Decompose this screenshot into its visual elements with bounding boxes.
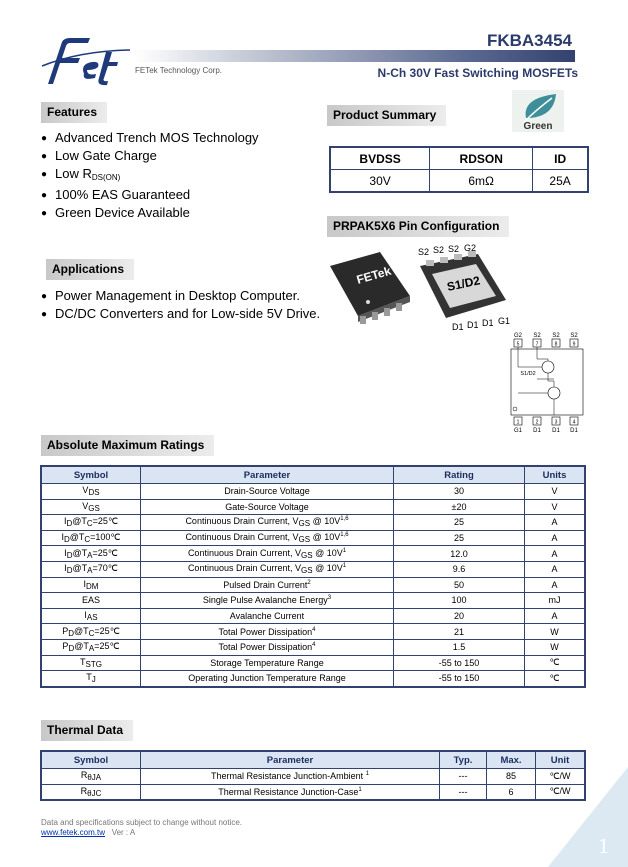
pin-label: S2 — [433, 245, 445, 255]
table-row — [41, 530, 585, 546]
ps-header: ID — [533, 147, 588, 170]
ps-value: 25A — [533, 170, 588, 193]
unit-cell: W — [525, 639, 586, 655]
table-row — [41, 624, 585, 640]
symbol-cond: @T — [74, 625, 89, 636]
table-row — [41, 515, 585, 531]
symbol-cond: @T — [74, 641, 89, 652]
table-row — [41, 769, 585, 785]
ps-header: BVDSS — [330, 147, 430, 170]
parameter-cell — [141, 639, 394, 655]
symbol-cell — [41, 561, 141, 577]
symbol-cond: @T — [72, 547, 88, 558]
symbol-cell — [41, 484, 141, 500]
unit-cell: ℃/W — [536, 784, 586, 800]
column-header: Rating — [394, 466, 525, 484]
parameter-text: Drain-Source Voltage — [224, 486, 310, 497]
schem-num: 7 — [535, 341, 539, 348]
symbol-text: T — [80, 656, 86, 667]
footer — [41, 818, 242, 838]
ps-header: RDSON — [430, 147, 533, 170]
header-gradient-bar — [135, 50, 575, 62]
symbol-text: T — [86, 672, 92, 683]
parameter-cell — [141, 655, 394, 671]
parameter-text: Storage Temperature Range — [210, 657, 324, 668]
rating-cell: 12.0 — [394, 546, 525, 562]
symbol-sub: J — [91, 675, 96, 685]
symbol-sub: θJA — [87, 773, 102, 783]
rating-cell: 50 — [394, 577, 525, 593]
unit-cell: A — [525, 546, 586, 562]
symbol-text: I — [63, 516, 67, 527]
schem-num: 9 — [572, 341, 576, 348]
abs-max-title: Absolute Maximum Ratings — [41, 435, 214, 456]
website-link[interactable]: www.fetek.com.tw — [41, 828, 106, 837]
rating-cell: -55 to 150 — [394, 671, 525, 687]
symbol-text: I — [64, 563, 67, 574]
table-row — [41, 671, 585, 687]
table-row — [41, 655, 585, 671]
product-summary-table — [329, 146, 589, 193]
max-cell: 85 — [487, 769, 536, 785]
schem-label: G1 — [513, 428, 523, 433]
max-cell: 6 — [487, 784, 536, 800]
symbol-cond-sub: A — [88, 644, 95, 654]
symbol-cell — [41, 530, 141, 546]
table-row — [41, 499, 585, 515]
schem-num: 8 — [554, 341, 558, 348]
symbol-sub: D — [68, 644, 75, 654]
parameter-text: Continuous Drain Current, V — [187, 563, 301, 574]
parameter-cell — [141, 608, 394, 624]
schem-label: S2 — [533, 333, 541, 339]
symbol-sub: AS — [86, 613, 98, 623]
column-header: Typ. — [440, 751, 487, 769]
rating-cell: 20 — [394, 608, 525, 624]
feature-item: ● 100% EAS Guaranteed — [41, 186, 259, 204]
parameter-tail: @ 10V — [310, 532, 341, 543]
symbol-sub: D — [63, 535, 70, 545]
parameter-text: Continuous Drain Current, V — [185, 532, 299, 543]
parameter-cell — [141, 784, 440, 800]
pin-label: D1 — [482, 318, 494, 328]
applications-title: Applications — [46, 259, 134, 280]
table-row — [41, 608, 585, 624]
application-item: ● DC/DC Converters and for Low-side 5V Drive. — [41, 305, 320, 323]
schem-label: G2 — [513, 333, 523, 339]
pin-label: S2 — [418, 247, 430, 257]
symbol-cell — [41, 671, 141, 687]
symbol-sub: DS — [88, 488, 100, 498]
symbol-cell — [41, 769, 141, 785]
pin-label: G2 — [464, 244, 477, 253]
column-header: Unit — [536, 751, 586, 769]
version-label: Ver : A — [111, 828, 136, 837]
schem-mid-label: S1/D2 — [520, 371, 536, 377]
feature-item: ● Green Device Available — [41, 204, 259, 222]
unit-cell: V — [525, 499, 586, 515]
footnote-ref: 1 — [342, 547, 347, 554]
footnote-ref: 1,6 — [340, 532, 349, 539]
symbol-cell — [41, 499, 141, 515]
rating-cell: 1.5 — [394, 639, 525, 655]
symbol-cell — [41, 784, 141, 800]
rating-cell: 21 — [394, 624, 525, 640]
parameter-text: Pulsed Drain Current — [223, 579, 308, 590]
ps-value: 30V — [330, 170, 430, 193]
product-subtitle: N-Ch 30V Fast Switching MOSFETs — [377, 66, 578, 80]
column-header: Symbol — [41, 751, 141, 769]
symbol-cond-sub: C — [86, 519, 93, 529]
symbol-cond-val: =100℃ — [90, 532, 121, 543]
schem-label: D1 — [552, 428, 560, 433]
parameter-text: Thermal Resistance Junction-Ambient — [211, 771, 366, 782]
column-header: Parameter — [141, 751, 440, 769]
symbol-sub: GS — [88, 503, 100, 513]
symbol-cond: @T — [72, 516, 87, 527]
symbol-text: R — [80, 785, 88, 796]
symbol-text: I — [84, 610, 87, 621]
table-row — [41, 546, 585, 562]
unit-cell: A — [525, 515, 586, 531]
symbol-text: V — [82, 500, 89, 511]
pin-label: S2 — [448, 244, 460, 254]
unit-cell: ℃ — [525, 671, 586, 687]
green-badge-label: Green — [523, 121, 553, 132]
symbol-sub: D — [66, 566, 73, 576]
rating-cell: ±20 — [394, 499, 525, 515]
parameter-cell — [141, 593, 394, 609]
symbol-cond-sub: C — [84, 535, 91, 545]
symbol-cond-val: =25℃ — [94, 641, 120, 652]
symbol-cell — [41, 593, 141, 609]
abs-max-table — [40, 465, 586, 688]
parameter-tail: @ 10V — [310, 516, 341, 527]
parameter-text: Continuous Drain Current, V — [185, 516, 299, 527]
unit-cell: mJ — [525, 593, 586, 609]
parameter-text: Total Power Dissipation — [218, 642, 313, 653]
thermal-body — [41, 769, 585, 801]
parameter-cell — [141, 561, 394, 577]
parameter-tail: @ 10V — [312, 547, 343, 558]
schem-num: 2 — [535, 419, 539, 426]
features-title: Features — [41, 102, 107, 123]
column-header: Units — [525, 466, 586, 484]
unit-cell: V — [525, 484, 586, 500]
pin-label: D1 — [467, 320, 479, 330]
schem-label: D1 — [570, 428, 578, 433]
symbol-text: P — [62, 641, 69, 652]
thermal-title: Thermal Data — [41, 720, 133, 741]
parameter-cell — [141, 530, 394, 546]
symbol-cond: @T — [72, 563, 88, 574]
rating-cell: 25 — [394, 530, 525, 546]
footnote-ref: 4 — [312, 626, 316, 633]
symbol-cond-val: =70℃ — [92, 563, 118, 574]
parameter-cell — [141, 484, 394, 500]
parameter-tail: @ 10V — [312, 563, 343, 574]
symbol-cond-sub: A — [87, 566, 93, 576]
unit-cell: ℃/W — [536, 769, 586, 785]
table-row — [41, 484, 585, 500]
feature-item: ● Advanced Trench MOS Technology — [41, 129, 259, 147]
footnote-ref: 3 — [327, 595, 332, 602]
page-corner-decoration — [548, 767, 628, 867]
symbol-sub: D — [66, 550, 73, 560]
schem-label: S2 — [570, 333, 578, 339]
symbol-cond-val: =25℃ — [94, 625, 120, 636]
pad-label: S1/D2 — [445, 273, 482, 294]
schem-num: 1 — [516, 419, 520, 426]
footnote-ref: 1 — [358, 786, 362, 793]
feature-item: ● Low Gate Charge — [41, 147, 259, 165]
package-drawing — [328, 244, 518, 334]
rating-cell: 25 — [394, 515, 525, 531]
footnote-ref: 4 — [312, 642, 316, 649]
column-header: Symbol — [41, 466, 141, 484]
pin-label: G1 — [498, 316, 511, 326]
applications-list — [41, 287, 320, 323]
table-row — [41, 639, 585, 655]
schem-num: 3 — [554, 419, 558, 426]
unit-cell: A — [525, 561, 586, 577]
symbol-text: EAS — [81, 595, 100, 606]
rating-cell: -55 to 150 — [394, 655, 525, 671]
parameter-cell — [141, 546, 394, 562]
package-title: PRPAK5X6 Pin Configuration — [327, 216, 509, 237]
symbol-cell — [41, 577, 141, 593]
symbol-cell — [41, 515, 141, 531]
parameter-text: Continuous Drain Current, V — [187, 547, 301, 558]
symbol-sub: θJC — [87, 788, 102, 798]
page-number: 1 — [598, 833, 609, 858]
schem-num: 5 — [516, 341, 520, 348]
symbol-sub: D — [66, 519, 73, 529]
green-leaf-icon — [512, 90, 564, 132]
symbol-text: R — [80, 770, 88, 781]
unit-cell: A — [525, 608, 586, 624]
symbol-text: I — [61, 532, 64, 543]
footnote-ref: 2 — [307, 579, 311, 586]
symbol-text: P — [62, 625, 69, 636]
symbol-text: I — [64, 547, 67, 558]
unit-cell: W — [525, 624, 586, 640]
footer-notice: Data and specifications subject to change without notice. — [41, 818, 243, 827]
typ-cell: --- — [440, 769, 487, 785]
parameter-cell — [141, 769, 440, 785]
footnote-ref: 1 — [342, 563, 347, 570]
parameter-sub: GS — [298, 535, 311, 545]
table-row — [41, 577, 585, 593]
symbol-cell — [41, 639, 141, 655]
symbol-cell — [41, 655, 141, 671]
symbol-sub: D — [68, 628, 74, 638]
abs-max-body — [41, 484, 585, 687]
thermal-table — [40, 750, 586, 801]
parameter-text: Total Power Dissipation — [218, 626, 313, 637]
parameter-text: Single Pulse Avalanche Energy — [202, 595, 328, 606]
parameter-sub: GS — [298, 519, 311, 529]
footnote-ref: 1 — [365, 771, 369, 778]
symbol-cond-val: =25℃ — [92, 547, 118, 558]
footnote-ref: 1,6 — [340, 516, 349, 523]
parameter-cell — [141, 515, 394, 531]
column-header: Max. — [487, 751, 536, 769]
unit-cell: A — [525, 530, 586, 546]
product-summary-title: Product Summary — [327, 105, 446, 126]
symbol-cell — [41, 624, 141, 640]
table-row — [41, 784, 585, 800]
symbol-cond-val: =25℃ — [92, 516, 119, 527]
fetek-logo — [40, 36, 132, 86]
unit-cell: A — [525, 577, 586, 593]
chip-label: FETek — [354, 263, 393, 287]
symbol-cell — [41, 546, 141, 562]
parameter-text: Operating Junction Temperature Range — [188, 673, 346, 684]
schem-num: 4 — [572, 419, 576, 426]
symbol-text: I — [83, 578, 87, 589]
company-name: FETek Technology Corp. — [135, 66, 223, 75]
typ-cell: --- — [440, 784, 487, 800]
symbol-cond-sub: C — [88, 628, 95, 638]
rating-cell: 30 — [394, 484, 525, 500]
parameter-text: Gate-Source Voltage — [225, 501, 309, 512]
parameter-cell — [141, 499, 394, 515]
pin-schematic — [508, 331, 586, 433]
rating-cell: 9.6 — [394, 561, 525, 577]
unit-cell: ℃ — [525, 655, 586, 671]
parameter-sub: GS — [301, 550, 313, 560]
pin-label: D1 — [452, 322, 464, 332]
table-row — [41, 593, 585, 609]
rating-cell: 100 — [394, 593, 525, 609]
parameter-text: Avalanche Current — [229, 611, 305, 622]
ps-value: 6mΩ — [430, 170, 533, 193]
schem-label: D1 — [533, 428, 541, 433]
parameter-cell — [141, 577, 394, 593]
symbol-text: V — [82, 485, 89, 496]
features-list — [41, 129, 259, 222]
parameter-cell — [141, 624, 394, 640]
symbol-sub: STG — [85, 659, 102, 669]
application-item: ● Power Management in Desktop Computer. — [41, 287, 320, 305]
feature-item-rds: ● Low $R_{DS(ON)}$ — [41, 165, 259, 186]
symbol-sub: DM — [86, 581, 99, 591]
table-row — [41, 561, 585, 577]
parameter-text: Thermal Resistance Junction-Case — [218, 786, 359, 797]
parameter-cell — [141, 671, 394, 687]
parameter-sub: GS — [301, 566, 313, 576]
symbol-cond-sub: A — [87, 550, 93, 560]
column-header: Parameter — [141, 466, 394, 484]
part-number: FKBA3454 — [486, 31, 572, 50]
schem-label: S2 — [552, 333, 560, 339]
symbol-cell — [41, 608, 141, 624]
symbol-cond: @T — [69, 532, 85, 543]
